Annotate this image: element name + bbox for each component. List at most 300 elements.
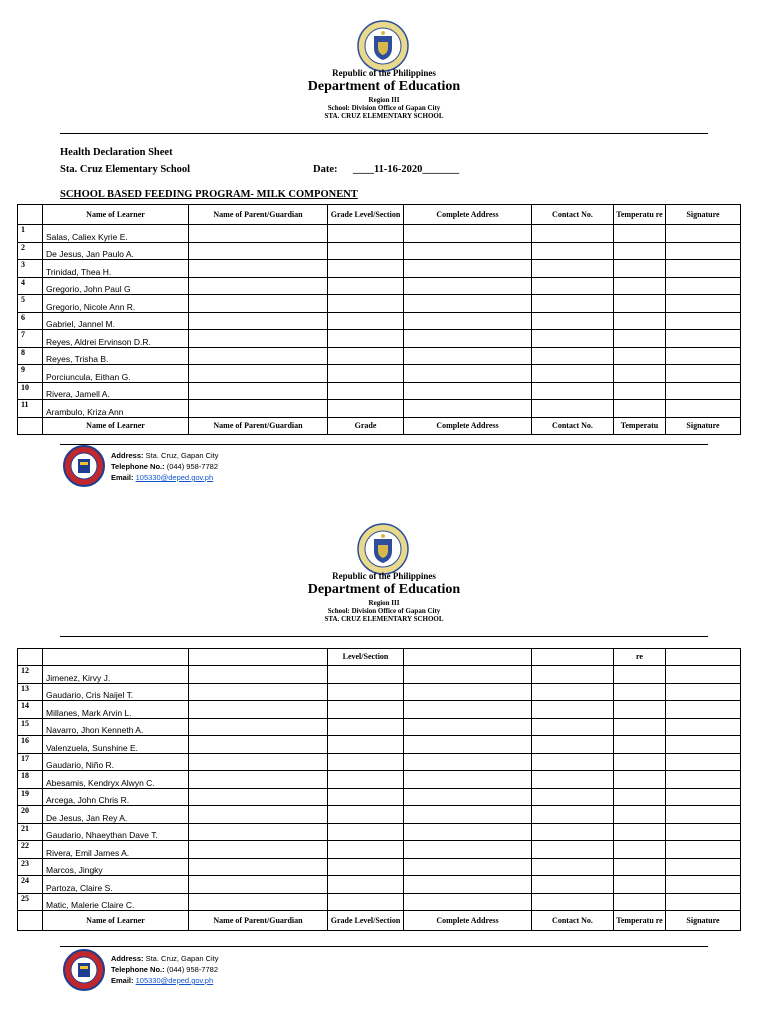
signature-cell[interactable] <box>666 701 741 719</box>
contact-cell[interactable] <box>532 771 614 789</box>
grade-cell[interactable] <box>328 365 404 383</box>
contact-cell[interactable] <box>532 347 614 365</box>
learner-name: Gaudario, Niño R. <box>43 753 189 771</box>
grade-cell[interactable] <box>328 400 404 418</box>
address-cell[interactable] <box>404 277 532 295</box>
address-cell[interactable] <box>404 893 532 911</box>
row-number: 21 <box>18 823 43 841</box>
learner-name: Arambulo, Kriza Ann <box>43 400 189 418</box>
contact-cell[interactable] <box>532 330 614 348</box>
phone-value: (044) 958-7782 <box>164 965 218 974</box>
parent-header: Name of Parent/Guardian <box>189 205 328 225</box>
learner-name: Rivera, Jamell A. <box>43 382 189 400</box>
parent-cell[interactable] <box>189 683 328 701</box>
temperature-footer: Temperatu <box>614 417 666 434</box>
parent-cell[interactable] <box>189 701 328 719</box>
temperature-header: Temperatu re <box>614 205 666 225</box>
footer-email-line <box>111 975 219 986</box>
table-row <box>18 382 741 400</box>
phone-value: (044) 958-7782 <box>164 462 218 471</box>
phone-label: Telephone No.: <box>111 462 165 471</box>
temperature-cell[interactable] <box>614 893 666 911</box>
row-number: 11 <box>18 400 43 418</box>
learner-name: Millanes, Mark Arvin L. <box>43 701 189 719</box>
signature-footer: Signature <box>666 417 741 434</box>
grade-cell[interactable] <box>328 295 404 313</box>
signature-cell[interactable] <box>666 365 741 383</box>
grade-cell[interactable] <box>328 701 404 719</box>
parent-cell[interactable] <box>189 753 328 771</box>
contact-footer: Contact No. <box>532 911 614 931</box>
address-cell[interactable] <box>404 701 532 719</box>
grade-cell[interactable] <box>328 771 404 789</box>
table-row <box>18 347 741 365</box>
footer-address-line <box>111 953 219 964</box>
temperature-cell[interactable] <box>614 718 666 736</box>
signature-cell[interactable] <box>666 841 741 859</box>
grade-cell[interactable] <box>328 347 404 365</box>
name-footer: Name of Learner <box>43 911 189 931</box>
parent-cell[interactable] <box>189 347 328 365</box>
program-title: SCHOOL BASED FEEDING PROGRAM- MILK COMPONENT <box>60 189 358 200</box>
address-footer: Complete Address <box>404 911 532 931</box>
table-row <box>18 823 741 841</box>
signature-cell[interactable] <box>666 330 741 348</box>
table-row <box>18 242 741 260</box>
address-cell[interactable] <box>404 753 532 771</box>
row-number: 14 <box>18 701 43 719</box>
header-divider <box>60 133 708 134</box>
address-header <box>404 649 532 666</box>
temperature-cell[interactable] <box>614 876 666 894</box>
date-value: ____11-16-2020_______ <box>353 164 460 175</box>
grade-cell[interactable] <box>328 260 404 278</box>
contact-cell[interactable] <box>532 666 614 684</box>
table-row <box>18 876 741 894</box>
republic-text: Republic of the Philippines <box>332 68 436 78</box>
address-label: Address: <box>111 451 144 460</box>
table-row <box>18 736 741 754</box>
learner-name: De Jesus, Jan Paulo A. <box>43 242 189 260</box>
learner-name: Trinidad, Thea H. <box>43 260 189 278</box>
footer-phone-line <box>111 964 219 975</box>
temperature-cell[interactable] <box>614 225 666 243</box>
signature-cell[interactable] <box>666 893 741 911</box>
signature-header <box>666 649 741 666</box>
temperature-cell[interactable] <box>614 312 666 330</box>
grade-cell[interactable] <box>328 841 404 859</box>
signature-cell[interactable] <box>666 295 741 313</box>
contact-footer: Contact No. <box>532 417 614 434</box>
contact-cell[interactable] <box>532 683 614 701</box>
signature-cell[interactable] <box>666 382 741 400</box>
grade-footer: Grade <box>328 417 404 434</box>
table-continued-header-row <box>18 649 741 666</box>
learner-name: Marcos, Jingky <box>43 858 189 876</box>
address-cell[interactable] <box>404 683 532 701</box>
table-row <box>18 788 741 806</box>
temperature-cell[interactable] <box>614 841 666 859</box>
roster-table-page2 <box>17 648 741 931</box>
table-row <box>18 858 741 876</box>
footer-phone-line <box>111 461 219 472</box>
parent-cell[interactable] <box>189 330 328 348</box>
signature-cell[interactable] <box>666 225 741 243</box>
temperature-cell[interactable] <box>614 400 666 418</box>
school-name: Sta. Cruz Elementary School <box>60 164 191 175</box>
contact-cell[interactable] <box>532 858 614 876</box>
name-header <box>43 649 189 666</box>
address-cell[interactable] <box>404 242 532 260</box>
address-cell[interactable] <box>404 330 532 348</box>
deped-seal-icon <box>357 20 409 72</box>
signature-cell[interactable] <box>666 260 741 278</box>
contact-cell[interactable] <box>532 841 614 859</box>
contact-cell[interactable] <box>532 753 614 771</box>
grade-cell[interactable] <box>328 242 404 260</box>
parent-cell[interactable] <box>189 242 328 260</box>
division-text: School: Division Office of Gapan City <box>327 607 441 615</box>
parent-cell[interactable] <box>189 771 328 789</box>
table-row <box>18 683 741 701</box>
signature-cell[interactable] <box>666 876 741 894</box>
grade-cell[interactable] <box>328 312 404 330</box>
table-row <box>18 806 741 824</box>
table-row <box>18 753 741 771</box>
table-row <box>18 365 741 383</box>
signature-cell[interactable] <box>666 858 741 876</box>
table-row <box>18 893 741 911</box>
learner-name: Jimenez, Kirvy J. <box>43 666 189 684</box>
address-cell[interactable] <box>404 718 532 736</box>
footer-contact-info <box>111 953 219 986</box>
contact-cell[interactable] <box>532 876 614 894</box>
department-title: Department of Education <box>307 582 461 597</box>
address-cell[interactable] <box>404 823 532 841</box>
contact-cell[interactable] <box>532 260 614 278</box>
parent-cell[interactable] <box>189 718 328 736</box>
table-row <box>18 260 741 278</box>
row-number: 19 <box>18 788 43 806</box>
grade-cell[interactable] <box>328 893 404 911</box>
grade-cell[interactable] <box>328 225 404 243</box>
region-text: Region III <box>368 96 400 104</box>
learner-name: Matic, Malerie Claire C. <box>43 893 189 911</box>
address-cell[interactable] <box>404 382 532 400</box>
email-label: Email: <box>111 473 134 482</box>
signature-cell[interactable] <box>666 347 741 365</box>
parent-cell[interactable] <box>189 876 328 894</box>
address-cell[interactable] <box>404 666 532 684</box>
address-cell[interactable] <box>404 841 532 859</box>
contact-cell[interactable] <box>532 400 614 418</box>
row-number: 15 <box>18 718 43 736</box>
footer-address-line <box>111 450 219 461</box>
table-footer-row <box>18 417 741 434</box>
address-cell[interactable] <box>404 365 532 383</box>
temperature-cell[interactable] <box>614 823 666 841</box>
temperature-cell[interactable] <box>614 858 666 876</box>
signature-footer: Signature <box>666 911 741 931</box>
signature-cell[interactable] <box>666 242 741 260</box>
parent-cell[interactable] <box>189 841 328 859</box>
temperature-header: re <box>614 649 666 666</box>
address-cell[interactable] <box>404 876 532 894</box>
grade-cell[interactable] <box>328 666 404 684</box>
address-cell[interactable] <box>404 771 532 789</box>
school-logo-icon <box>63 949 105 991</box>
table-row <box>18 771 741 789</box>
learner-name: Navarro, Jhon Kenneth A. <box>43 718 189 736</box>
grade-cell[interactable] <box>328 876 404 894</box>
date-label: Date: <box>313 164 338 175</box>
temperature-cell[interactable] <box>614 295 666 313</box>
temperature-cell[interactable] <box>614 683 666 701</box>
temperature-cell[interactable] <box>614 701 666 719</box>
temperature-cell[interactable] <box>614 788 666 806</box>
table-row <box>18 718 741 736</box>
address-cell[interactable] <box>404 225 532 243</box>
address-cell[interactable] <box>404 858 532 876</box>
signature-cell[interactable] <box>666 771 741 789</box>
school-header-text: STA. CRUZ ELEMENTARY SCHOOL <box>324 112 444 120</box>
row-number: 22 <box>18 841 43 859</box>
temperature-cell[interactable] <box>614 260 666 278</box>
table-row <box>18 295 741 313</box>
learner-name: Gaudario, Nhaeythan Dave T. <box>43 823 189 841</box>
address-cell[interactable] <box>404 312 532 330</box>
address-cell[interactable] <box>404 736 532 754</box>
signature-cell[interactable] <box>666 683 741 701</box>
temperature-cell[interactable] <box>614 736 666 754</box>
row-number: 8 <box>18 347 43 365</box>
temperature-cell[interactable] <box>614 330 666 348</box>
department-title: Department of Education <box>307 79 461 94</box>
page-2 <box>0 503 768 1024</box>
temperature-cell[interactable] <box>614 771 666 789</box>
contact-cell[interactable] <box>532 225 614 243</box>
table-row <box>18 225 741 243</box>
email-label: Email: <box>111 976 134 985</box>
grade-cell[interactable] <box>328 736 404 754</box>
footer-contact-info <box>111 450 219 483</box>
grade-header: Grade Level/Section <box>328 205 404 225</box>
temperature-cell[interactable] <box>614 753 666 771</box>
contact-cell[interactable] <box>532 277 614 295</box>
name-footer: Name of Learner <box>43 417 189 434</box>
footer-divider <box>60 946 708 947</box>
row-number: 9 <box>18 365 43 383</box>
parent-cell[interactable] <box>189 893 328 911</box>
contact-cell[interactable] <box>532 806 614 824</box>
parent-cell[interactable] <box>189 365 328 383</box>
temperature-cell[interactable] <box>614 242 666 260</box>
row-number: 2 <box>18 242 43 260</box>
grade-cell[interactable] <box>328 753 404 771</box>
learner-name: Gabriel, Jannel M. <box>43 312 189 330</box>
temperature-cell[interactable] <box>614 277 666 295</box>
table-row <box>18 330 741 348</box>
grade-cell[interactable] <box>328 277 404 295</box>
parent-cell[interactable] <box>189 225 328 243</box>
row-number: 18 <box>18 771 43 789</box>
address-cell[interactable] <box>404 806 532 824</box>
learner-name: Rivera, Emil James A. <box>43 841 189 859</box>
row-number: 25 <box>18 893 43 911</box>
name-header: Name of Learner <box>43 205 189 225</box>
signature-cell[interactable] <box>666 666 741 684</box>
grade-cell[interactable] <box>328 330 404 348</box>
table-row <box>18 400 741 418</box>
parent-cell[interactable] <box>189 788 328 806</box>
address-cell[interactable] <box>404 295 532 313</box>
grade-cell[interactable] <box>328 382 404 400</box>
region-text: Region III <box>368 599 400 607</box>
table-row <box>18 312 741 330</box>
footer-divider <box>60 444 708 445</box>
row-number: 23 <box>18 858 43 876</box>
school-header-text: STA. CRUZ ELEMENTARY SCHOOL <box>324 615 444 623</box>
temperature-cell[interactable] <box>614 382 666 400</box>
parent-header <box>189 649 328 666</box>
signature-header: Signature <box>666 205 741 225</box>
footer-email-line <box>111 472 219 483</box>
signature-cell[interactable] <box>666 753 741 771</box>
row-number: 4 <box>18 277 43 295</box>
grade-cell[interactable] <box>328 683 404 701</box>
signature-cell[interactable] <box>666 806 741 824</box>
table-row <box>18 701 741 719</box>
row-number: 12 <box>18 666 43 684</box>
signature-cell[interactable] <box>666 312 741 330</box>
number-header <box>18 649 43 666</box>
address-cell[interactable] <box>404 400 532 418</box>
row-number: 16 <box>18 736 43 754</box>
learner-name: Gregorio, Nicole Ann R. <box>43 295 189 313</box>
contact-header: Contact No. <box>532 205 614 225</box>
row-number: 13 <box>18 683 43 701</box>
address-value: Sta. Cruz, Gapan City <box>143 451 219 460</box>
table-row <box>18 666 741 684</box>
contact-cell[interactable] <box>532 823 614 841</box>
learner-name: De Jesus, Jan Rey A. <box>43 806 189 824</box>
school-logo-icon <box>63 445 105 487</box>
parent-cell[interactable] <box>189 260 328 278</box>
signature-cell[interactable] <box>666 823 741 841</box>
parent-cell[interactable] <box>189 382 328 400</box>
division-text: School: Division Office of Gapan City <box>327 104 441 112</box>
temperature-cell[interactable] <box>614 365 666 383</box>
signature-cell[interactable] <box>666 736 741 754</box>
learner-name: Arcega, John Chris R. <box>43 788 189 806</box>
row-number: 5 <box>18 295 43 313</box>
roster-table-page1 <box>17 204 741 435</box>
parent-footer: Name of Parent/Guardian <box>189 911 328 931</box>
temperature-cell[interactable] <box>614 666 666 684</box>
temperature-footer: Temperatu re <box>614 911 666 931</box>
row-number: 6 <box>18 312 43 330</box>
parent-cell[interactable] <box>189 823 328 841</box>
parent-cell[interactable] <box>189 858 328 876</box>
address-footer: Complete Address <box>404 417 532 434</box>
temperature-cell[interactable] <box>614 347 666 365</box>
address-cell[interactable] <box>404 260 532 278</box>
learner-name: Reyes, Trisha B. <box>43 347 189 365</box>
header-divider <box>60 636 708 637</box>
row-number: 24 <box>18 876 43 894</box>
address-cell[interactable] <box>404 788 532 806</box>
temperature-cell[interactable] <box>614 806 666 824</box>
email-link[interactable]: 105330@deped.gov.ph <box>135 473 214 482</box>
contact-cell[interactable] <box>532 736 614 754</box>
contact-cell[interactable] <box>532 701 614 719</box>
row-number: 3 <box>18 260 43 278</box>
signature-cell[interactable] <box>666 788 741 806</box>
contact-cell[interactable] <box>532 295 614 313</box>
table-row <box>18 277 741 295</box>
grade-cell[interactable] <box>328 788 404 806</box>
phone-label: Telephone No.: <box>111 965 165 974</box>
address-label: Address: <box>111 954 144 963</box>
learner-name: Gaudario, Cris Naijel T. <box>43 683 189 701</box>
contact-cell[interactable] <box>532 312 614 330</box>
learner-name: Gregorio, John Paul G <box>43 277 189 295</box>
number-footer <box>18 911 43 931</box>
contact-header <box>532 649 614 666</box>
grade-cell[interactable] <box>328 806 404 824</box>
learner-name: Valenzuela, Sunshine E. <box>43 736 189 754</box>
contact-cell[interactable] <box>532 242 614 260</box>
learner-name: Porciuncula, Eithan G. <box>43 365 189 383</box>
parent-footer: Name of Parent/Guardian <box>189 417 328 434</box>
deped-seal-icon <box>357 523 409 575</box>
grade-footer: Grade Level/Section <box>328 911 404 931</box>
table-footer-row <box>18 911 741 931</box>
address-cell[interactable] <box>404 347 532 365</box>
parent-cell[interactable] <box>189 295 328 313</box>
contact-cell[interactable] <box>532 893 614 911</box>
signature-cell[interactable] <box>666 400 741 418</box>
learner-name: Partoza, Claire S. <box>43 876 189 894</box>
parent-cell[interactable] <box>189 666 328 684</box>
parent-cell[interactable] <box>189 312 328 330</box>
contact-cell[interactable] <box>532 718 614 736</box>
parent-cell[interactable] <box>189 806 328 824</box>
grade-header: Level/Section <box>328 649 404 666</box>
learner-name: Salas, Caliex Kyrie E. <box>43 225 189 243</box>
contact-cell[interactable] <box>532 382 614 400</box>
table-row <box>18 841 741 859</box>
signature-cell[interactable] <box>666 277 741 295</box>
grade-cell[interactable] <box>328 823 404 841</box>
parent-cell[interactable] <box>189 277 328 295</box>
signature-cell[interactable] <box>666 718 741 736</box>
grade-cell[interactable] <box>328 858 404 876</box>
row-number: 20 <box>18 806 43 824</box>
contact-cell[interactable] <box>532 788 614 806</box>
grade-cell[interactable] <box>328 718 404 736</box>
email-link[interactable]: 105330@deped.gov.ph <box>135 976 214 985</box>
address-value: Sta. Cruz, Gapan City <box>143 954 219 963</box>
learner-name: Abesamis, Kendryx Alwyn C. <box>43 771 189 789</box>
parent-cell[interactable] <box>189 400 328 418</box>
learner-name: Reyes, Aldrei Ervinson D.R. <box>43 330 189 348</box>
republic-text: Republic of the Philippines <box>332 571 436 581</box>
contact-cell[interactable] <box>532 365 614 383</box>
parent-cell[interactable] <box>189 736 328 754</box>
row-number: 7 <box>18 330 43 348</box>
page-1 <box>0 0 768 500</box>
